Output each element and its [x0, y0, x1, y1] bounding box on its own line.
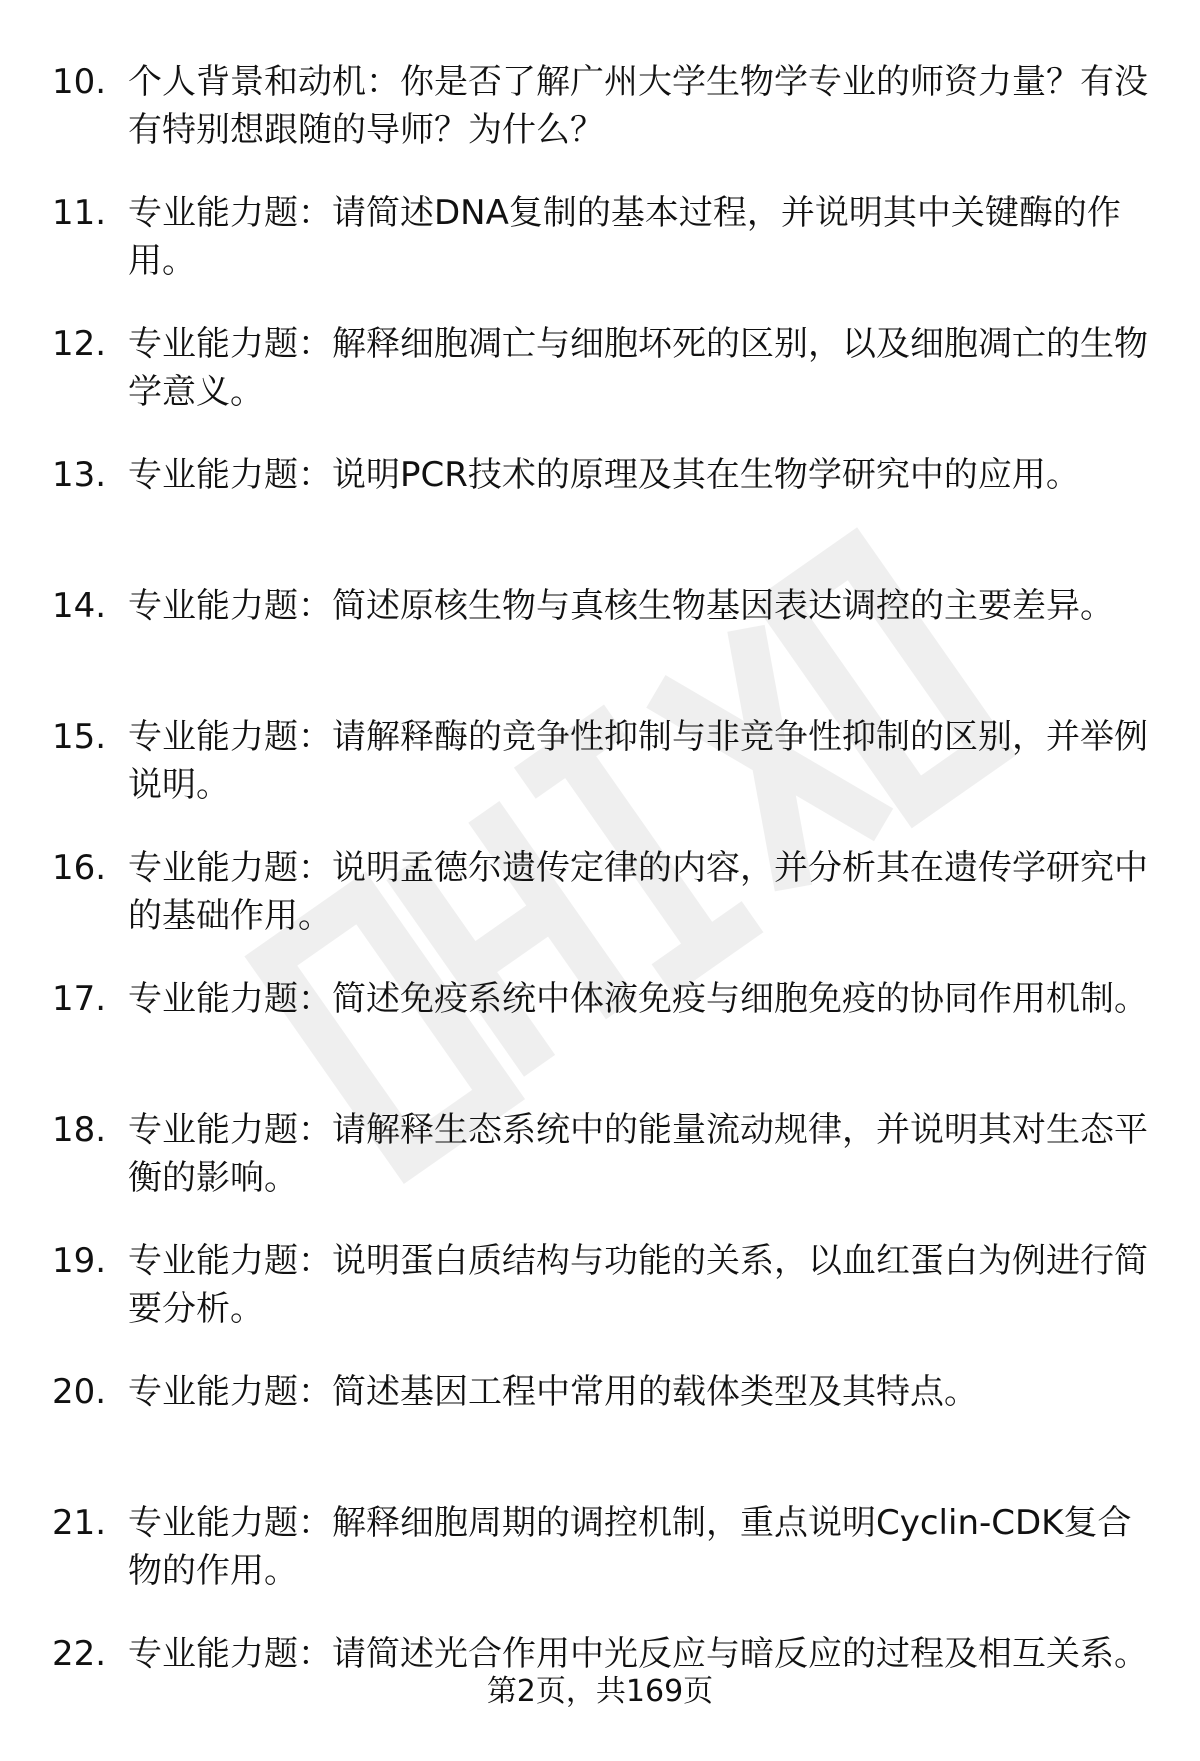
question-number: 12.: [52, 324, 107, 364]
question-item-13: [52, 451, 1152, 582]
question-number: 11.: [52, 193, 107, 233]
question-text: 专业能力题：说明孟德尔遗传定律的内容，并分析其在遗传学研究中的基础作用。: [128, 848, 1148, 936]
question-number: 21.: [52, 1503, 107, 1543]
question-number: 14.: [52, 586, 107, 626]
question-item-21: [52, 1499, 1152, 1630]
question-text: 专业能力题：请简述DNA复制的基本过程，并说明其中关键酶的作用。: [128, 193, 1121, 281]
question-item-20: [52, 1368, 1152, 1499]
question-number: 20.: [52, 1372, 107, 1412]
question-item-16: [52, 844, 1152, 975]
question-number: 22.: [52, 1634, 107, 1674]
question-text: 专业能力题：请解释生态系统中的能量流动规律，并说明其对生态平衡的影响。: [128, 1110, 1148, 1198]
page-footer: 第2页，共169页: [486, 1674, 714, 1709]
question-text: 专业能力题：简述基因工程中常用的载体类型及其特点。: [128, 1372, 978, 1412]
question-number: 18.: [52, 1110, 107, 1150]
question-number: 13.: [52, 455, 107, 495]
question-text: 专业能力题：解释细胞周期的调控机制，重点说明Cyclin-CDK复合物的作用。: [128, 1503, 1132, 1591]
question-item-11: [52, 189, 1152, 320]
question-text: 专业能力题：解释细胞凋亡与细胞坏死的区别，以及细胞凋亡的生物学意义。: [128, 324, 1148, 412]
question-text: 专业能力题：简述免疫系统中体液免疫与细胞免疫的协同作用机制。: [128, 979, 1148, 1019]
question-item-14: [52, 582, 1152, 713]
question-text: 专业能力题：说明蛋白质结构与功能的关系，以血红蛋白为例进行简要分析。: [128, 1241, 1148, 1329]
question-item-18: [52, 1106, 1152, 1237]
question-item-15: [52, 713, 1152, 844]
question-text: 个人背景和动机：你是否了解广州大学生物学专业的师资力量？有没有特别想跟随的导师？为什么？: [128, 62, 1148, 150]
question-text: 专业能力题：说明PCR技术的原理及其在生物学研究中的应用。: [128, 455, 1080, 495]
question-number: 16.: [52, 848, 107, 888]
question-number: 10.: [52, 62, 107, 102]
question-number: 19.: [52, 1241, 107, 1281]
question-text: 专业能力题：简述原核生物与真核生物基因表达调控的主要差异。: [128, 586, 1114, 626]
question-number: 15.: [52, 717, 107, 757]
question-item-10: [52, 58, 1152, 189]
question-number: 17.: [52, 979, 107, 1019]
question-list: [52, 58, 1152, 1761]
question-text: 专业能力题：请解释酶的竞争性抑制与非竞争性抑制的区别，并举例说明。: [128, 717, 1148, 805]
question-text: 专业能力题：请简述光合作用中光反应与暗反应的过程及相互关系。: [128, 1634, 1148, 1674]
question-item-12: [52, 320, 1152, 451]
question-item-19: [52, 1237, 1152, 1368]
question-item-17: [52, 975, 1152, 1106]
